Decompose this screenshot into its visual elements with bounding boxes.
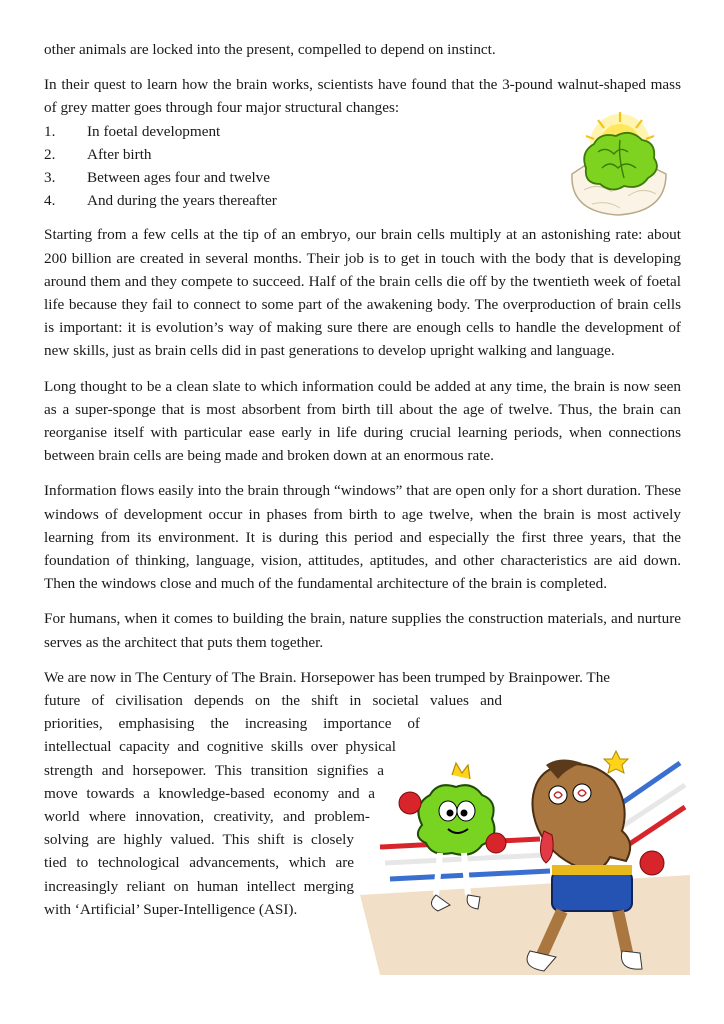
paragraph-line: future of civilisation depends on the shift in societal values and xyxy=(44,692,502,710)
brain-boxing-horse-illustration xyxy=(360,745,690,975)
paragraph-nature-nurture: For humans, when it comes to building the brain, nature supplies the construction materials, and nurture serves as the architect that puts them together. xyxy=(44,610,681,651)
brain xyxy=(584,133,657,190)
paragraph-line: solving are highly valued. This shift is closely xyxy=(44,831,354,849)
list-item: 3. Between ages four and twelve xyxy=(44,168,271,186)
paragraph-embryo: Starting from a few cells at the tip of an embryo, our brain cells multiply at an astonishing rate: about 200 billion are created in several months. Their job is to get in touch with the body that is developing around them and they compete to succeed. Half of the brain cells die off by the twentieth week of foetal life because they fail to connect to some part of the awakening body. The overproduction of brain cells is important: it is evolution’s way of making sure there are enough cells to handle the development of new skills, just as brain cells did in past generations to develop upright walking and language. xyxy=(44,226,681,360)
list-item: 2. After birth xyxy=(44,145,152,163)
paragraph-line: We are now in The Century of The Brain. Horsepower has been trumped by Brainpower. The xyxy=(44,668,611,686)
paragraph-line: strength and horsepower. This transition signifies a xyxy=(44,761,384,779)
paragraph-brain-changes: In their quest to learn how the brain works, scientists have found that the 3-pound walnut-shaped mass of grey matter goes through four major structural changes: xyxy=(44,76,681,117)
paragraph-line: tied to technological advancements, which are xyxy=(44,854,354,872)
paragraph-line: move towards a knowledge-based economy and a xyxy=(44,784,375,802)
paragraph-super-sponge: Long thought to be a clean slate to which information could be added at any time, the brain is now seen as a super-sponge that is most absorbent from birth till about the age of twelve. Thus, the brain can reorganise itself with particular ease early in life during crucial learning periods, when connections between brain cells are being made and broken down at an enormous rate. xyxy=(44,377,681,465)
paragraph-line: with ‘Artificial’ Super-Intelligence (ASI). xyxy=(44,900,298,918)
paragraph-line: intellectual capacity and cognitive skills over physical xyxy=(44,738,396,756)
list-item: 1. In foetal development xyxy=(44,122,221,140)
paragraph-windows: Information flows easily into the brain through “windows” that are open only for a short duration. These windows of development occur in phases from birth to age twelve, when the brain is most actively learning from its environment. It is during this period and especially the first three years, that the foundation of thinking, language, vision, attitudes, aptitudes, and other characteristics are aid down. Then the windows close and much of the fundamental architecture of the brain is completed. xyxy=(44,482,681,593)
paragraph-line: world where innovation, creativity, and problem- xyxy=(44,808,370,826)
paragraph-line: increasingly reliant on human intellect merging xyxy=(44,877,354,895)
paragraph-intro: other animals are locked into the present, compelled to depend on instinct. xyxy=(44,41,496,58)
brain-in-egg-illustration xyxy=(558,112,682,218)
list-item: 4. And during the years thereafter xyxy=(44,192,277,210)
paragraph-line: priorities, emphasising the increasing importance of xyxy=(44,715,420,733)
